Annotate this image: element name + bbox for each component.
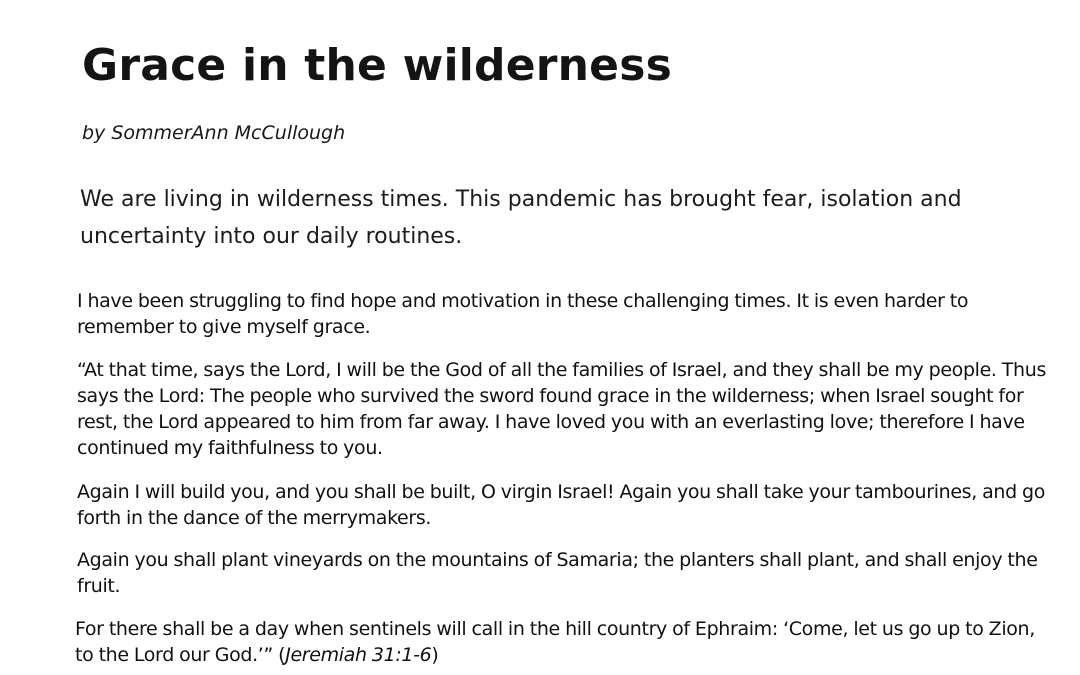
scripture-paragraph-1: “At that time, says the Lord, I will be the God of all the families of Israel, and they shall be my people. Thus says the Lord: The people who survived the sword found grace in the wilderness; when Israel sought for rest, the Lord appeared to him from far away. I have loved you with an everlasting love; therefore I have continued my faithfulness to you.	[77, 359, 1046, 459]
article-title: Grace in the wilderness	[82, 40, 672, 91]
article-byline: by SommerAnn McCullough	[82, 122, 346, 144]
closing-text: For there shall be a day when sentinels will call in the hill country of Ephraim: ‘Come, let us go up to Zion, to the Lord our God.’” (	[75, 618, 1035, 666]
scripture-paragraph-2: Again I will build you, and you shall be built, O virgin Israel! Again you shall take your tambourines, and go forth in the dance of the merrymakers.	[77, 481, 1045, 529]
scripture-citation: Jeremiah 31:1-6	[285, 644, 432, 666]
scripture-paragraph-3: Again you shall plant vineyards on the mountains of Samaria; the planters shall plant, and shall enjoy the fruit.	[77, 549, 1038, 597]
body-paragraph-1: I have been struggling to find hope and motivation in these challenging times. It is even harder to remember to give myself grace.	[77, 290, 969, 338]
article-lede: We are living in wilderness times. This pandemic has brought fear, isolation and uncertainty into our daily routines.	[80, 187, 962, 249]
closing-paren: )	[431, 644, 439, 666]
scripture-paragraph-closing	[75, 616, 1055, 668]
